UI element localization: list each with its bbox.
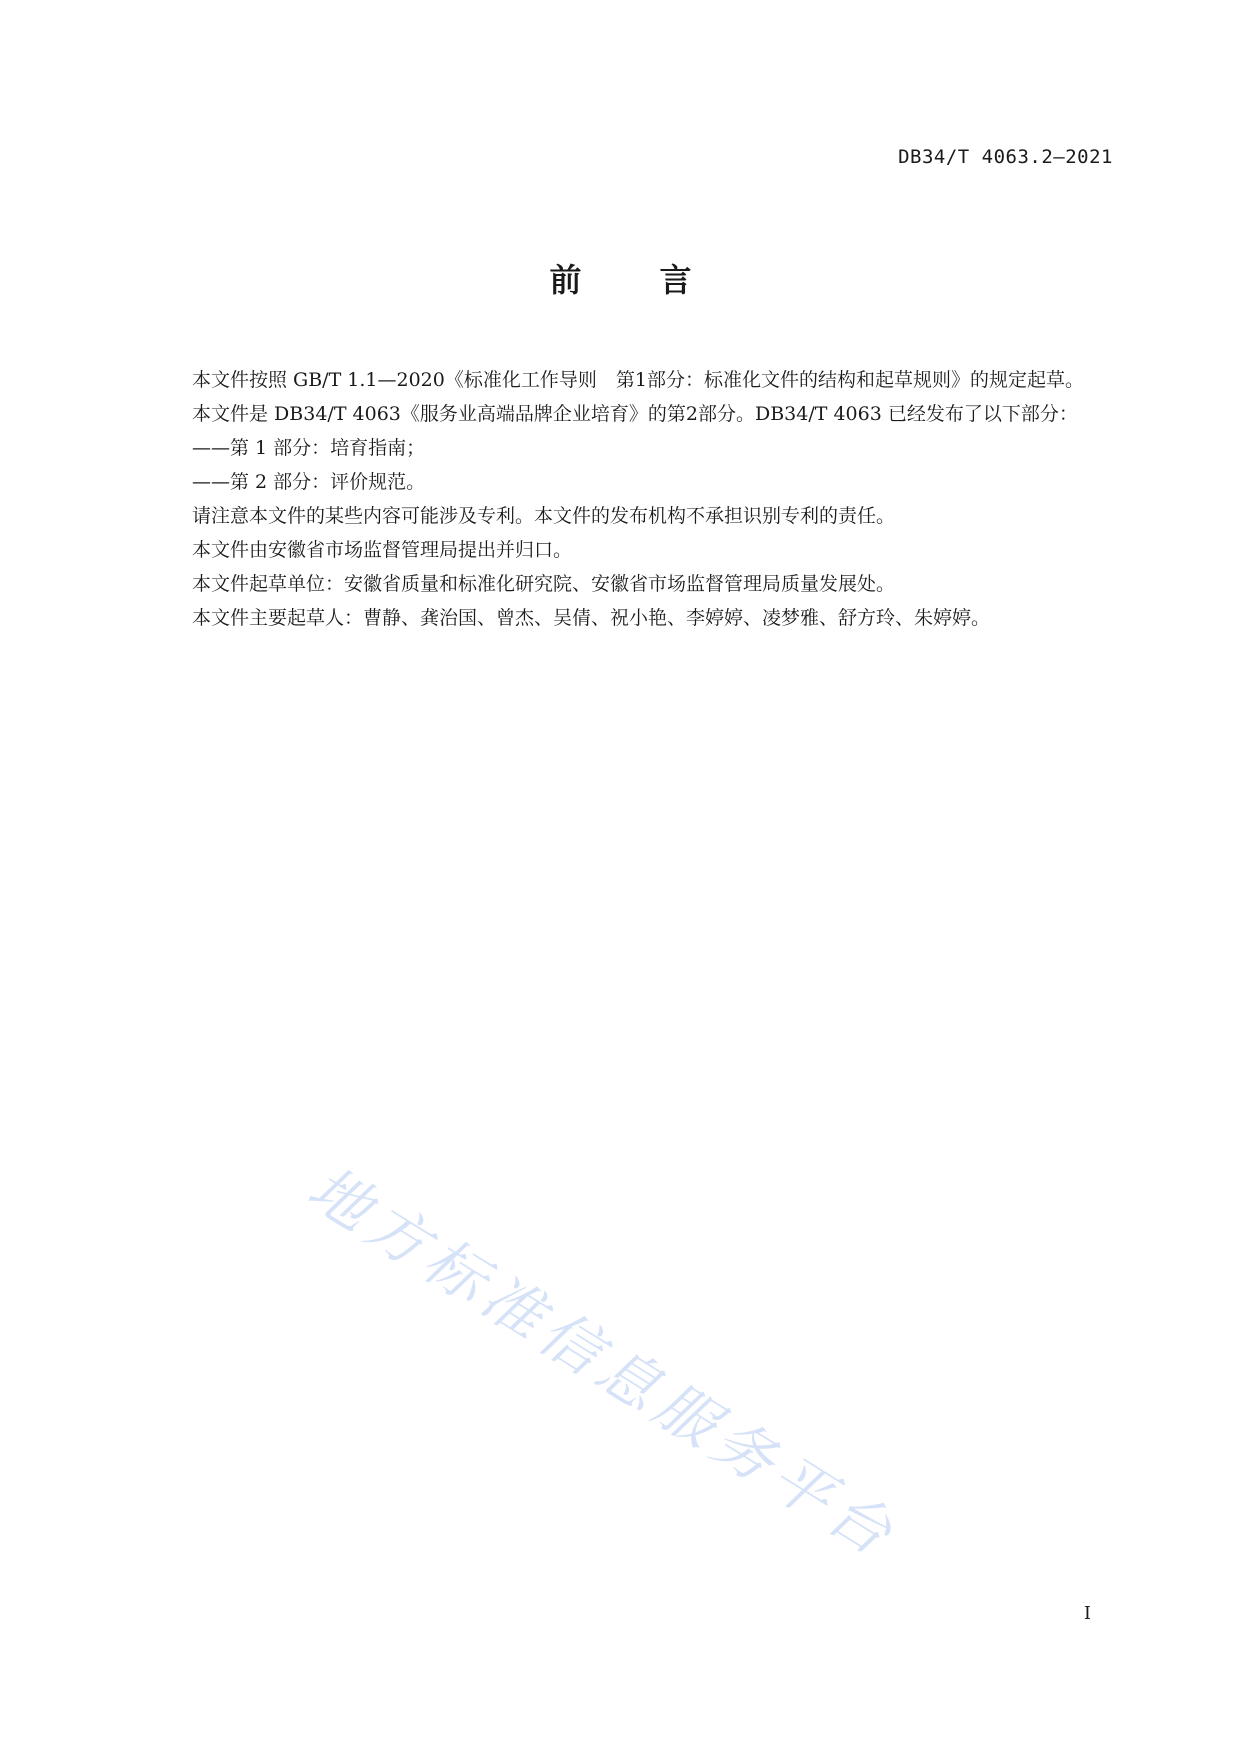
paragraph-drafters: 本文件主要起草人：曹静、龚治国、曾杰、吴倩、祝小艳、李婷婷、凌梦雅、舒方玲、朱婷婷。	[192, 607, 991, 629]
preface-body	[150, 363, 1118, 635]
document-code: DB34/T 4063.2—2021	[898, 146, 1113, 168]
paragraph-proposer: 本文件由安徽省市场监督管理局提出并归口。	[192, 539, 573, 561]
page-title	[0, 258, 1241, 302]
list-item-part2: ——第 2 部分：评价规范。	[192, 471, 426, 493]
paragraph-patent-notice: 请注意本文件的某些内容可能涉及专利。本文件的发布机构不承担识别专利的责任。	[192, 505, 896, 527]
paragraph-drafting-rules: 本文件按照 GB/T 1.1—2020《标准化工作导则 第1部分：标准化文件的结构和起草规则》的规定起草。	[192, 369, 1084, 391]
paragraph-drafting-units: 本文件起草单位：安徽省质量和标准化研究院、安徽省市场监督管理局质量发展处。	[192, 573, 896, 595]
list-item-part1: ——第 1 部分：培育指南；	[192, 437, 426, 459]
page-title-part1: 前	[549, 261, 582, 299]
page-number: I	[1083, 1603, 1091, 1624]
page-title-part2: 言	[659, 261, 692, 299]
paragraph-series-info: 本文件是 DB34/T 4063《服务业高端品牌企业培育》的第2部分。DB34/T 4063 已经发布了以下部分：	[192, 403, 1078, 425]
watermark: 地方标准信息服务平台	[295, 1153, 910, 1573]
